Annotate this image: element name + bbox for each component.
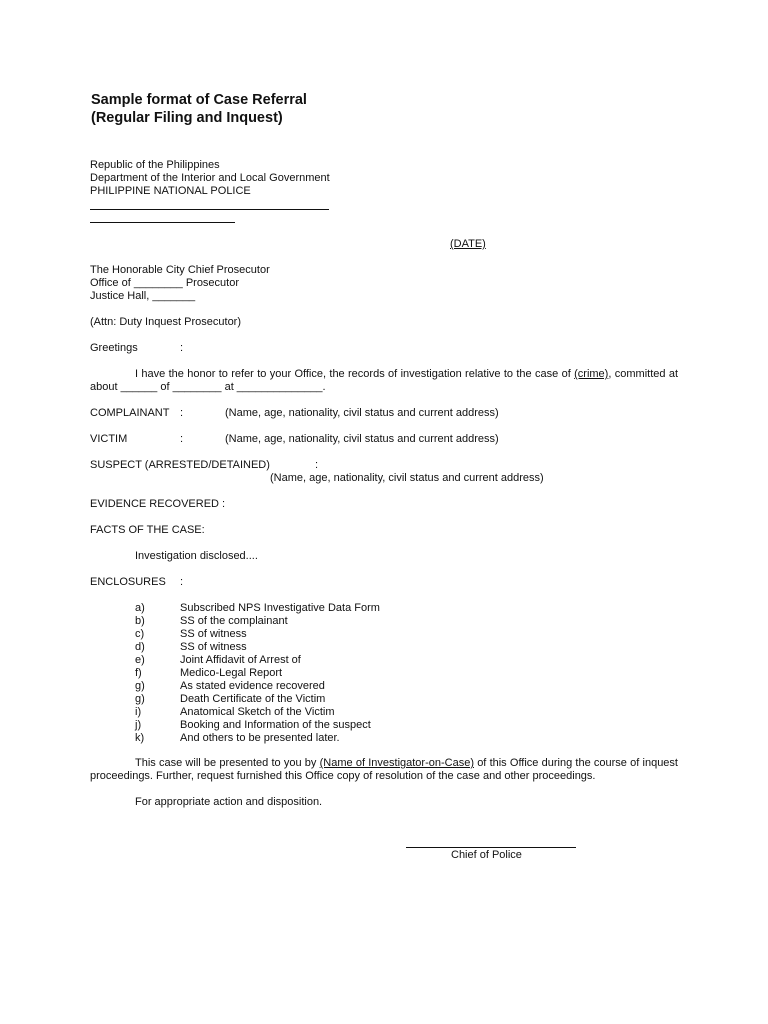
suspect-colon: : xyxy=(315,459,319,471)
document-title-line1: Sample format of Case Referral xyxy=(91,92,307,108)
greetings-label: Greetings xyxy=(90,342,138,354)
victim-value: (Name, age, nationality, civil status and current address) xyxy=(225,433,499,445)
date-placeholder: (DATE) xyxy=(450,238,486,250)
header-pnp: PHILIPPINE NATIONAL POLICE xyxy=(90,185,251,197)
header-department: Department of the Interior and Local Government xyxy=(90,172,330,184)
victim-colon: : xyxy=(180,433,184,445)
list-item-text: SS of witness xyxy=(180,628,247,640)
crime-placeholder: (crime) xyxy=(574,368,609,380)
addressee-line1: The Honorable City Chief Prosecutor xyxy=(90,264,270,276)
complainant-value: (Name, age, nationality, civil status and current address) xyxy=(225,407,499,419)
intro-text-after: , committed at about ______ of ________ at ______________. xyxy=(90,368,678,393)
signature-title: Chief of Police xyxy=(451,849,522,861)
investigator-placeholder: (Name of Investigator-on-Case) xyxy=(319,757,474,769)
list-item-text: And others to be presented later. xyxy=(180,732,340,744)
greetings-colon: : xyxy=(180,342,184,354)
intro-paragraph xyxy=(90,368,678,394)
list-item-text: Death Certificate of the Victim xyxy=(180,693,326,705)
facts-label: FACTS OF THE CASE: xyxy=(90,524,205,536)
list-item-letter: a) xyxy=(135,602,145,614)
list-item-text: Joint Affidavit of Arrest of xyxy=(180,654,301,666)
victim-label: VICTIM xyxy=(90,433,128,445)
suspect-label: SUSPECT (ARRESTED/DETAINED) xyxy=(90,459,270,471)
list-item-text: Subscribed NPS Investigative Data Form xyxy=(180,602,380,614)
enclosures-colon: : xyxy=(180,576,184,588)
enclosures-label: ENCLOSURES xyxy=(90,576,166,588)
list-item-letter: b) xyxy=(135,615,145,627)
document-title-line2: (Regular Filing and Inquest) xyxy=(91,110,283,126)
attention-line: (Attn: Duty Inquest Prosecutor) xyxy=(90,316,242,328)
list-item-letter: d) xyxy=(135,641,145,653)
list-item-letter: e) xyxy=(135,654,145,666)
evidence-label: EVIDENCE RECOVERED : xyxy=(90,498,226,510)
suspect-value: (Name, age, nationality, civil status and current address) xyxy=(270,472,544,484)
facts-text: Investigation disclosed.... xyxy=(135,550,258,562)
list-item-text: Anatomical Sketch of the Victim xyxy=(180,706,335,718)
list-item-text: Medico-Legal Report xyxy=(180,667,283,679)
complainant-label: COMPLAINANT xyxy=(90,407,170,419)
list-item-letter: g) xyxy=(135,693,145,705)
signature-line xyxy=(406,847,576,848)
list-item-letter: g) xyxy=(135,680,145,692)
closing-text-after: of this Office during the course of inquest proceedings. Further, request furnished this Office copy of resolution of the case and other proceedings. xyxy=(90,757,678,782)
list-item-letter: i) xyxy=(135,706,142,718)
addressee-line2: Office of ________ Prosecutor xyxy=(90,277,240,289)
list-item-text: SS of witness xyxy=(180,641,247,653)
list-item-letter: k) xyxy=(135,732,145,744)
closing-paragraph xyxy=(90,757,678,783)
list-item-text: SS of the complainant xyxy=(180,615,288,627)
office-blank-line-2 xyxy=(90,222,235,223)
list-item-text: Booking and Information of the suspect xyxy=(180,719,371,731)
closing-text-before: This case will be presented to you by xyxy=(135,757,320,769)
office-blank-line-1 xyxy=(90,209,329,210)
header-republic: Republic of the Philippines xyxy=(90,159,220,171)
list-item-letter: f) xyxy=(135,667,142,679)
list-item-letter: c) xyxy=(135,628,145,640)
list-item-letter: j) xyxy=(135,719,142,731)
list-item-text: As stated evidence recovered xyxy=(180,680,325,692)
intro-text-before: I have the honor to refer to your Office, the records of investigation relative to the case of xyxy=(135,368,575,380)
addressee-line3: Justice Hall, _______ xyxy=(90,290,196,302)
disposition-line: For appropriate action and disposition. xyxy=(135,796,323,808)
complainant-colon: : xyxy=(180,407,184,419)
